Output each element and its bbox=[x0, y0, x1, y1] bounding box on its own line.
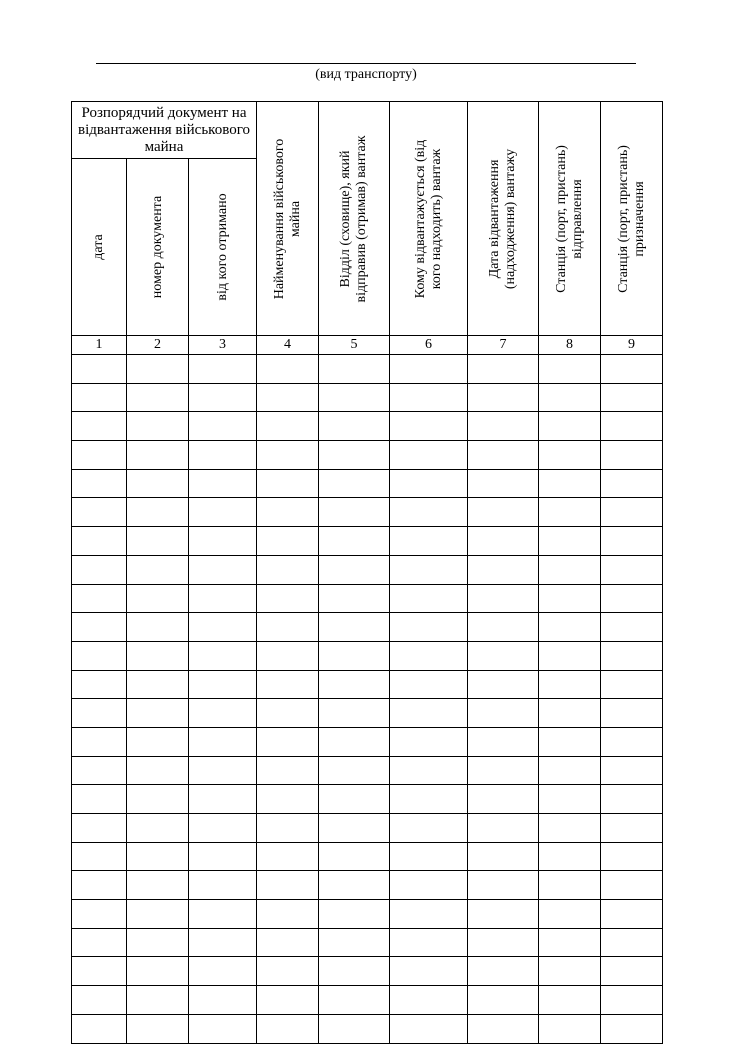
table-cell[interactable] bbox=[319, 670, 390, 699]
table-cell[interactable] bbox=[189, 699, 257, 728]
table-cell[interactable] bbox=[72, 670, 127, 699]
table-cell[interactable] bbox=[127, 871, 189, 900]
table-cell[interactable] bbox=[257, 527, 319, 556]
column-number: 2 bbox=[127, 336, 189, 355]
table-cell[interactable] bbox=[468, 355, 539, 384]
table-cell[interactable] bbox=[468, 641, 539, 670]
table-cell[interactable] bbox=[189, 814, 257, 843]
header-property-name: Найменування військового майна bbox=[257, 102, 319, 336]
table-cell[interactable] bbox=[601, 498, 663, 527]
table-cell[interactable] bbox=[601, 928, 663, 957]
table-cell[interactable] bbox=[390, 441, 468, 470]
table-cell[interactable] bbox=[539, 584, 601, 613]
table-cell[interactable] bbox=[390, 785, 468, 814]
table-cell[interactable] bbox=[390, 756, 468, 785]
table-cell[interactable] bbox=[319, 699, 390, 728]
table-cell[interactable] bbox=[601, 986, 663, 1015]
table-cell[interactable] bbox=[319, 957, 390, 986]
table-cell[interactable] bbox=[189, 498, 257, 527]
shipment-register-table bbox=[71, 101, 663, 1044]
table-cell[interactable] bbox=[127, 469, 189, 498]
table-cell[interactable] bbox=[189, 441, 257, 470]
table-cell[interactable] bbox=[390, 670, 468, 699]
table-cell[interactable] bbox=[390, 727, 468, 756]
table-cell[interactable] bbox=[539, 1014, 601, 1043]
table-row bbox=[72, 670, 663, 699]
table-cell[interactable] bbox=[189, 842, 257, 871]
table-cell[interactable] bbox=[127, 641, 189, 670]
table-row bbox=[72, 785, 663, 814]
table-cell[interactable] bbox=[319, 900, 390, 929]
table-cell[interactable] bbox=[601, 699, 663, 728]
table-cell[interactable] bbox=[127, 412, 189, 441]
table-cell[interactable] bbox=[189, 412, 257, 441]
table-cell[interactable] bbox=[390, 555, 468, 584]
table-cell[interactable] bbox=[127, 498, 189, 527]
header-departure-station: Станція (порт, пристань) відправлення bbox=[539, 102, 601, 336]
table-cell[interactable] bbox=[468, 928, 539, 957]
table-cell[interactable] bbox=[390, 814, 468, 843]
table-cell[interactable] bbox=[601, 785, 663, 814]
table-cell[interactable] bbox=[257, 383, 319, 412]
column-number: 4 bbox=[257, 336, 319, 355]
table-cell[interactable] bbox=[257, 986, 319, 1015]
table-cell[interactable] bbox=[127, 785, 189, 814]
table-cell[interactable] bbox=[601, 814, 663, 843]
column-number: 8 bbox=[539, 336, 601, 355]
table-cell[interactable] bbox=[601, 412, 663, 441]
table-cell[interactable] bbox=[127, 383, 189, 412]
table-row bbox=[72, 756, 663, 785]
column-number-row bbox=[72, 336, 663, 355]
table-cell[interactable] bbox=[72, 613, 127, 642]
table-row bbox=[72, 699, 663, 728]
table-cell[interactable] bbox=[390, 527, 468, 556]
table-cell[interactable] bbox=[319, 555, 390, 584]
table-cell[interactable] bbox=[127, 986, 189, 1015]
table-cell[interactable] bbox=[189, 584, 257, 613]
table-cell[interactable] bbox=[189, 727, 257, 756]
table-cell[interactable] bbox=[189, 785, 257, 814]
column-number: 6 bbox=[390, 336, 468, 355]
table-cell[interactable] bbox=[319, 871, 390, 900]
table-cell[interactable] bbox=[539, 670, 601, 699]
table-cell[interactable] bbox=[257, 785, 319, 814]
table-cell[interactable] bbox=[390, 699, 468, 728]
table-cell[interactable] bbox=[539, 498, 601, 527]
table-cell[interactable] bbox=[539, 756, 601, 785]
table-cell[interactable] bbox=[468, 584, 539, 613]
table-cell[interactable] bbox=[539, 469, 601, 498]
table-cell[interactable] bbox=[72, 469, 127, 498]
table-cell[interactable] bbox=[189, 871, 257, 900]
column-number: 9 bbox=[601, 336, 663, 355]
table-cell[interactable] bbox=[189, 355, 257, 384]
table-cell[interactable] bbox=[468, 1014, 539, 1043]
table-cell[interactable] bbox=[601, 900, 663, 929]
table-cell[interactable] bbox=[601, 383, 663, 412]
table-cell[interactable] bbox=[72, 814, 127, 843]
table-cell[interactable] bbox=[127, 699, 189, 728]
table-cell[interactable] bbox=[72, 555, 127, 584]
table-cell[interactable] bbox=[468, 785, 539, 814]
table-cell[interactable] bbox=[319, 613, 390, 642]
table-cell[interactable] bbox=[72, 756, 127, 785]
table-cell[interactable] bbox=[319, 986, 390, 1015]
table-cell[interactable] bbox=[539, 842, 601, 871]
table-cell[interactable] bbox=[319, 842, 390, 871]
table-cell[interactable] bbox=[189, 1014, 257, 1043]
table-cell[interactable] bbox=[468, 871, 539, 900]
table-row bbox=[72, 641, 663, 670]
table-cell[interactable] bbox=[319, 584, 390, 613]
header-sender-department: Відділ (сховище), який відправив (отримав) вантаж bbox=[319, 102, 390, 336]
table-cell[interactable] bbox=[390, 584, 468, 613]
table-cell[interactable] bbox=[189, 613, 257, 642]
table-cell[interactable] bbox=[601, 555, 663, 584]
table-cell[interactable] bbox=[601, 584, 663, 613]
table-cell[interactable] bbox=[189, 756, 257, 785]
transport-type-underline bbox=[96, 63, 636, 64]
table-cell[interactable] bbox=[257, 613, 319, 642]
table-cell[interactable] bbox=[72, 900, 127, 929]
table-row bbox=[72, 957, 663, 986]
table-row bbox=[72, 871, 663, 900]
table-cell[interactable] bbox=[319, 383, 390, 412]
table-cell[interactable] bbox=[390, 842, 468, 871]
table-cell[interactable] bbox=[257, 814, 319, 843]
table-cell[interactable] bbox=[468, 383, 539, 412]
table-row bbox=[72, 613, 663, 642]
table-cell[interactable] bbox=[72, 842, 127, 871]
table-cell[interactable] bbox=[72, 727, 127, 756]
table-cell[interactable] bbox=[72, 928, 127, 957]
table-cell[interactable] bbox=[319, 469, 390, 498]
table-cell[interactable] bbox=[319, 785, 390, 814]
table-cell[interactable] bbox=[72, 986, 127, 1015]
table-cell[interactable] bbox=[390, 986, 468, 1015]
table-row bbox=[72, 469, 663, 498]
table-cell[interactable] bbox=[601, 756, 663, 785]
column-number: 5 bbox=[319, 336, 390, 355]
table-cell[interactable] bbox=[257, 498, 319, 527]
table-cell[interactable] bbox=[127, 584, 189, 613]
table-cell[interactable] bbox=[468, 469, 539, 498]
table-cell[interactable] bbox=[72, 641, 127, 670]
table-cell[interactable] bbox=[539, 986, 601, 1015]
table-cell[interactable] bbox=[319, 1014, 390, 1043]
table-cell[interactable] bbox=[72, 498, 127, 527]
table-cell[interactable] bbox=[257, 871, 319, 900]
table-cell[interactable] bbox=[189, 928, 257, 957]
table-cell[interactable] bbox=[539, 613, 601, 642]
table-cell[interactable] bbox=[601, 727, 663, 756]
table-cell[interactable] bbox=[539, 555, 601, 584]
table-cell[interactable] bbox=[319, 756, 390, 785]
table-cell[interactable] bbox=[189, 469, 257, 498]
table-cell[interactable] bbox=[468, 957, 539, 986]
group-header-order-document: Розпорядчий документ на відвантаження військового майна bbox=[72, 102, 257, 159]
table-cell[interactable] bbox=[127, 527, 189, 556]
table-row bbox=[72, 986, 663, 1015]
table-cell[interactable] bbox=[189, 383, 257, 412]
table-cell[interactable] bbox=[72, 355, 127, 384]
table-row bbox=[72, 727, 663, 756]
table-cell[interactable] bbox=[468, 986, 539, 1015]
table-cell[interactable] bbox=[601, 641, 663, 670]
table-cell[interactable] bbox=[539, 928, 601, 957]
table-cell[interactable] bbox=[539, 814, 601, 843]
table-row bbox=[72, 900, 663, 929]
table-cell[interactable] bbox=[189, 670, 257, 699]
table-cell[interactable] bbox=[257, 1014, 319, 1043]
table-cell[interactable] bbox=[127, 555, 189, 584]
table-cell[interactable] bbox=[601, 871, 663, 900]
table-cell[interactable] bbox=[189, 900, 257, 929]
table-cell[interactable] bbox=[390, 871, 468, 900]
table-cell[interactable] bbox=[319, 928, 390, 957]
table-cell[interactable] bbox=[257, 469, 319, 498]
table-cell[interactable] bbox=[257, 441, 319, 470]
table-cell[interactable] bbox=[189, 986, 257, 1015]
table-cell[interactable] bbox=[539, 383, 601, 412]
table-cell[interactable] bbox=[601, 957, 663, 986]
table-cell[interactable] bbox=[127, 670, 189, 699]
table-cell[interactable] bbox=[189, 957, 257, 986]
table-cell[interactable] bbox=[468, 814, 539, 843]
table-cell[interactable] bbox=[601, 613, 663, 642]
table-cell[interactable] bbox=[539, 900, 601, 929]
table-cell[interactable] bbox=[390, 900, 468, 929]
table-cell[interactable] bbox=[257, 842, 319, 871]
table-cell[interactable] bbox=[72, 584, 127, 613]
table-cell[interactable] bbox=[319, 412, 390, 441]
table-cell[interactable] bbox=[539, 641, 601, 670]
column-number: 3 bbox=[189, 336, 257, 355]
table-row bbox=[72, 842, 663, 871]
table-cell[interactable] bbox=[390, 957, 468, 986]
table-cell[interactable] bbox=[127, 900, 189, 929]
table-cell[interactable] bbox=[257, 928, 319, 957]
table-row bbox=[72, 928, 663, 957]
table-cell[interactable] bbox=[72, 957, 127, 986]
table-cell[interactable] bbox=[72, 1014, 127, 1043]
table-cell[interactable] bbox=[319, 814, 390, 843]
table-cell[interactable] bbox=[390, 383, 468, 412]
table-row bbox=[72, 527, 663, 556]
table-cell[interactable] bbox=[539, 727, 601, 756]
table-cell[interactable] bbox=[539, 871, 601, 900]
table-cell[interactable] bbox=[189, 641, 257, 670]
table-cell[interactable] bbox=[390, 613, 468, 642]
subheader-date: дата bbox=[72, 159, 127, 336]
table-cell[interactable] bbox=[127, 1014, 189, 1043]
table-cell[interactable] bbox=[601, 355, 663, 384]
column-number: 7 bbox=[468, 336, 539, 355]
table-cell[interactable] bbox=[468, 613, 539, 642]
table-cell[interactable] bbox=[468, 412, 539, 441]
table-cell[interactable] bbox=[257, 957, 319, 986]
table-cell[interactable] bbox=[390, 641, 468, 670]
table-cell[interactable] bbox=[257, 670, 319, 699]
table-cell[interactable] bbox=[319, 498, 390, 527]
table-cell[interactable] bbox=[468, 727, 539, 756]
table-cell[interactable] bbox=[127, 957, 189, 986]
table-cell[interactable] bbox=[319, 355, 390, 384]
table-cell[interactable] bbox=[127, 355, 189, 384]
table-cell[interactable] bbox=[319, 441, 390, 470]
table-cell[interactable] bbox=[72, 441, 127, 470]
table-cell[interactable] bbox=[257, 756, 319, 785]
table-cell[interactable] bbox=[539, 412, 601, 441]
column-number: 1 bbox=[72, 336, 127, 355]
table-cell[interactable] bbox=[72, 699, 127, 728]
transport-type-caption: (вид транспорту) bbox=[315, 67, 417, 82]
table-cell[interactable] bbox=[601, 670, 663, 699]
table-cell[interactable] bbox=[390, 928, 468, 957]
table-cell[interactable] bbox=[390, 498, 468, 527]
table-cell[interactable] bbox=[127, 756, 189, 785]
table-cell[interactable] bbox=[601, 842, 663, 871]
table-cell[interactable] bbox=[601, 527, 663, 556]
table-cell[interactable] bbox=[257, 412, 319, 441]
table-row bbox=[72, 355, 663, 384]
table-row bbox=[72, 441, 663, 470]
header-consignee: Кому відвантажується (від кого надходить) вантаж bbox=[390, 102, 468, 336]
table-cell[interactable] bbox=[257, 355, 319, 384]
table-cell[interactable] bbox=[319, 727, 390, 756]
table-cell[interactable] bbox=[601, 469, 663, 498]
table-cell[interactable] bbox=[257, 641, 319, 670]
table-cell[interactable] bbox=[127, 613, 189, 642]
table-cell[interactable] bbox=[468, 441, 539, 470]
table-cell[interactable] bbox=[319, 641, 390, 670]
table-cell[interactable] bbox=[539, 441, 601, 470]
table-cell[interactable] bbox=[539, 957, 601, 986]
table-cell[interactable] bbox=[468, 756, 539, 785]
table-row bbox=[72, 383, 663, 412]
table-cell[interactable] bbox=[539, 699, 601, 728]
table-cell[interactable] bbox=[189, 555, 257, 584]
table-cell[interactable] bbox=[319, 527, 390, 556]
table-cell[interactable] bbox=[390, 412, 468, 441]
table-cell[interactable] bbox=[257, 555, 319, 584]
table-cell[interactable] bbox=[72, 871, 127, 900]
table-cell[interactable] bbox=[468, 555, 539, 584]
table-cell[interactable] bbox=[257, 699, 319, 728]
table-cell[interactable] bbox=[390, 1014, 468, 1043]
subheader-document-number: номер документа bbox=[127, 159, 189, 336]
header-shipment-date: Дата відвантаження (надходження) вантажу bbox=[468, 102, 539, 336]
header-destination-station: Станція (порт, пристань) призначення bbox=[601, 102, 663, 336]
table-cell[interactable] bbox=[468, 842, 539, 871]
table-cell[interactable] bbox=[468, 900, 539, 929]
table-row bbox=[72, 584, 663, 613]
table-cell[interactable] bbox=[539, 527, 601, 556]
table-row bbox=[72, 814, 663, 843]
table-row bbox=[72, 498, 663, 527]
table-cell[interactable] bbox=[127, 842, 189, 871]
table-row bbox=[72, 555, 663, 584]
table-cell[interactable] bbox=[468, 498, 539, 527]
table-cell[interactable] bbox=[72, 527, 127, 556]
table-cell[interactable] bbox=[127, 441, 189, 470]
table-cell[interactable] bbox=[601, 441, 663, 470]
table-cell[interactable] bbox=[127, 727, 189, 756]
table-cell[interactable] bbox=[390, 355, 468, 384]
table-cell[interactable] bbox=[127, 814, 189, 843]
table-row bbox=[72, 412, 663, 441]
table-cell[interactable] bbox=[468, 527, 539, 556]
subheader-received-from: від кого отримано bbox=[189, 159, 257, 336]
table-cell[interactable] bbox=[257, 900, 319, 929]
table-row bbox=[72, 1014, 663, 1043]
table-cell[interactable] bbox=[468, 699, 539, 728]
table-cell[interactable] bbox=[127, 928, 189, 957]
table-cell[interactable] bbox=[390, 469, 468, 498]
table-cell[interactable] bbox=[468, 670, 539, 699]
table-cell[interactable] bbox=[189, 527, 257, 556]
table-cell[interactable] bbox=[72, 785, 127, 814]
table-cell[interactable] bbox=[72, 412, 127, 441]
table-cell[interactable] bbox=[257, 727, 319, 756]
table-cell[interactable] bbox=[72, 383, 127, 412]
table-cell[interactable] bbox=[601, 1014, 663, 1043]
table-cell[interactable] bbox=[257, 584, 319, 613]
table-cell[interactable] bbox=[539, 355, 601, 384]
table-cell[interactable] bbox=[539, 785, 601, 814]
